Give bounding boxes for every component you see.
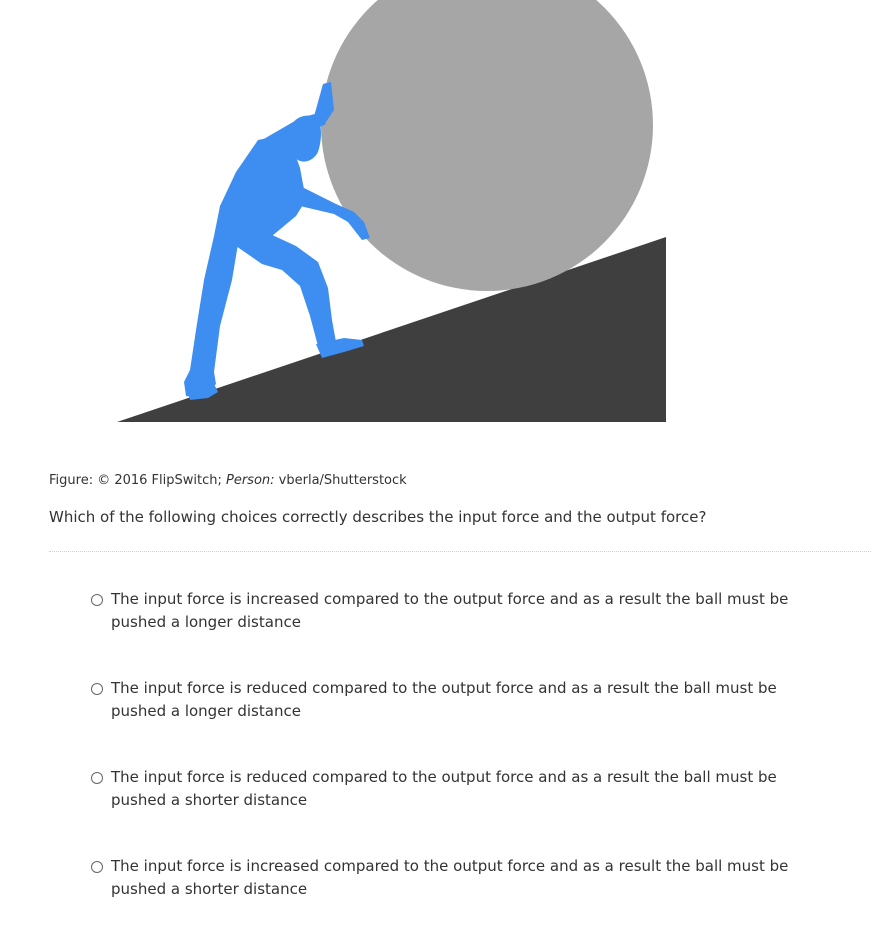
answer-choices — [91, 591, 831, 947]
radio-button-1[interactable] — [91, 594, 103, 606]
caption-person-label: Person: — [226, 473, 275, 488]
answer-choice-1-label: The input force is increased compared to the output force and as a result the ball must be pushed a longer distance — [111, 590, 789, 631]
answer-choice-2[interactable] — [91, 680, 831, 769]
answer-choice-3-label: The input force is reduced compared to the output force and as a result the ball must be pushed a shorter distance — [111, 768, 777, 809]
radio-button-2[interactable] — [91, 683, 103, 695]
radio-button-4[interactable] — [91, 861, 103, 873]
answer-choice-3[interactable] — [91, 769, 831, 858]
question-text: Which of the following choices correctly describes the input force and the output force? — [49, 508, 707, 526]
answer-choice-2-label: The input force is reduced compared to the output force and as a result the ball must be pushed a longer distance — [111, 679, 777, 720]
figure-caption — [49, 473, 407, 488]
ball-shape — [321, 0, 653, 291]
caption-person-credit: vberla/Shutterstock — [274, 473, 407, 488]
answer-choice-4-label: The input force is increased compared to the output force and as a result the ball must be pushed a shorter distance — [111, 857, 789, 898]
figure-image — [0, 0, 876, 440]
answer-choice-4[interactable] — [91, 858, 831, 947]
caption-prefix: Figure: © 2016 FlipSwitch; — [49, 473, 226, 488]
answer-choice-1[interactable] — [91, 591, 831, 680]
divider — [49, 551, 871, 552]
radio-button-3[interactable] — [91, 772, 103, 784]
